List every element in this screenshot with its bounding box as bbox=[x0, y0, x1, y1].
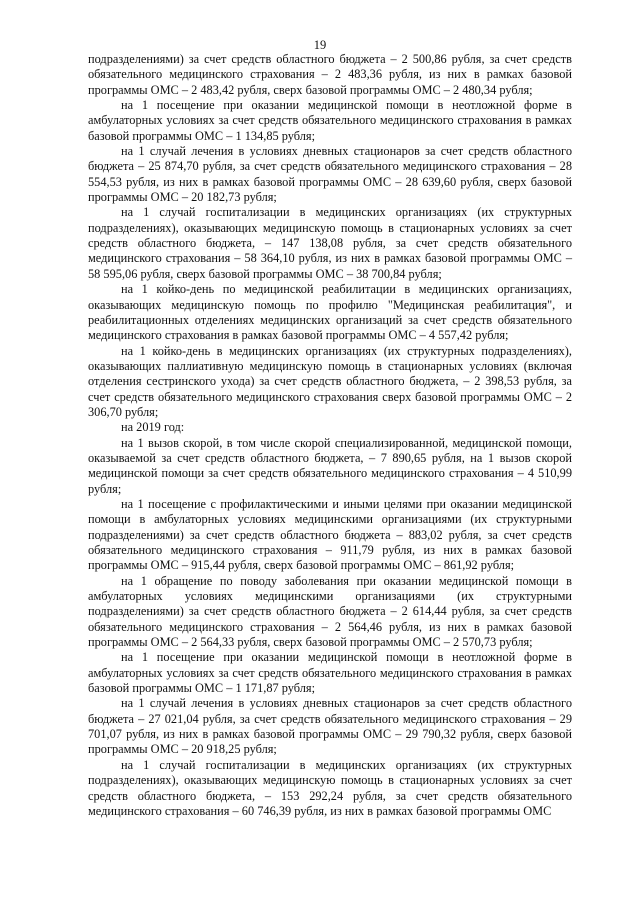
paragraph: на 1 случай госпитализации в медицинских организациях (их структурных подразделениях), оказывающих медицинскую помощь в стационарных условиях за счет средств областного бюджета, – 147 138,08 рубля, за счет средств обязательного медицинского страхования – 58 364,10 рубля, из них в рамках базовой программы ОМС – 58 595,06 рубля, сверх базовой программы ОМС – 38 700,84 рубля; bbox=[88, 205, 572, 281]
paragraph: на 1 вызов скорой, в том числе скорой специализированной, медицинской помощи, оказываемой за счет средств областного бюджета, – 7 890,65 рубля, на 1 вызов скорой медицинской помощи за счет средств обязательного медицинского страхования – 4 510,99 рубля; bbox=[88, 435, 572, 496]
paragraph: на 1 койко-день по медицинской реабилитации в медицинских организациях, оказывающих медицинскую помощь по профилю "Медицинская реабилитация", и реабилитационных отделениях медицинских организаций за счет средств обязательного медицинского страхования в рамках базовой программы ОМС – 4 557,42 рубля; bbox=[88, 282, 572, 343]
paragraph-continuation: подразделениями) за счет средств областного бюджета – 2 500,86 рубля, за счет средств обязательного медицинского страхования – 2 483,36 рубля, из них в рамках базовой программы ОМС – 2 483,42 рубля, сверх базовой программы ОМС – 2 480,34 рубля; bbox=[88, 52, 572, 97]
paragraph: на 1 койко-день в медицинских организациях (их структурных подразделениях), оказывающих паллиативную медицинскую помощь в стационарных условиях (включая отделения сестринского ухода) за счет средств областного бюджета, – 2 398,53 рубля, за счет средств обязательного медицинского страхования сверх базовой программы ОМС – 2 306,70 рубля; bbox=[88, 343, 572, 419]
page-body bbox=[88, 52, 572, 819]
paragraph: на 1 обращение по поводу заболевания при оказании медицинской помощи в амбулаторных условиях медицинскими организациями (их структурными подразделениями) за счет средств областного бюджета – 2 614,44 рубля, за счет средств обязательного медицинского страхования – 2 564,46 рубля, из них в рамках базовой программы ОМС – 2 564,33 рубля, сверх базовой программы ОМС – 2 570,73 рубля; bbox=[88, 573, 572, 650]
paragraph: на 1 случай госпитализации в медицинских организациях (их структурных подразделениях), оказывающих медицинскую помощь в стационарных условиях за счет средств областного бюджета, – 153 292,24 рубля, за счет средств обязательного медицинского страхования – 60 746,39 рубля, из них в рамках базовой программы ОМС bbox=[88, 757, 572, 818]
paragraph: на 1 посещение при оказании медицинской помощи в неотложной форме в амбулаторных условиях за счет средств обязательного медицинского страхования в рамках базовой программы ОМС – 1 134,85 рубля; bbox=[88, 98, 572, 143]
paragraph: на 1 посещение при оказании медицинской помощи в неотложной форме в амбулаторных условиях за счет средств обязательного медицинского страхования в рамках базовой программы ОМС – 1 171,87 рубля; bbox=[88, 650, 572, 696]
paragraph: на 1 случай лечения в условиях дневных стационаров за счет средств областного бюджета – 25 874,70 рубля, за счет средств обязательного медицинского страхования – 28 554,53 рубля, из них в рамках базовой программы ОМС – 28 639,60 рубля, сверх базовой программы ОМС – 20 182,73 рубля; bbox=[88, 144, 572, 205]
page-number: 19 bbox=[313, 38, 327, 52]
section-heading-2019: на 2019 год: bbox=[121, 420, 185, 435]
paragraph: на 1 посещение с профилактическими и иными целями при оказании медицинской помощи в амбулаторных условиях медицинскими организациями (их структурными подразделениями) за счет средств областного бюджета – 883,02 рубля, за счет средств обязательного медицинского страхования – 911,79 рубля, из них в рамках базовой программы ОМС – 915,44 рубля, сверх базовой программы ОМС – 861,92 рубля; bbox=[88, 496, 572, 573]
paragraph: на 1 случай лечения в условиях дневных стационаров за счет средств областного бюджета – 27 021,04 рубля, за счет средств обязательного медицинского страхования – 29 701,07 рубля, из них в рамках базовой программы ОМС – 29 790,32 рубля, сверх базовой программы ОМС – 20 918,25 рубля; bbox=[88, 696, 572, 757]
